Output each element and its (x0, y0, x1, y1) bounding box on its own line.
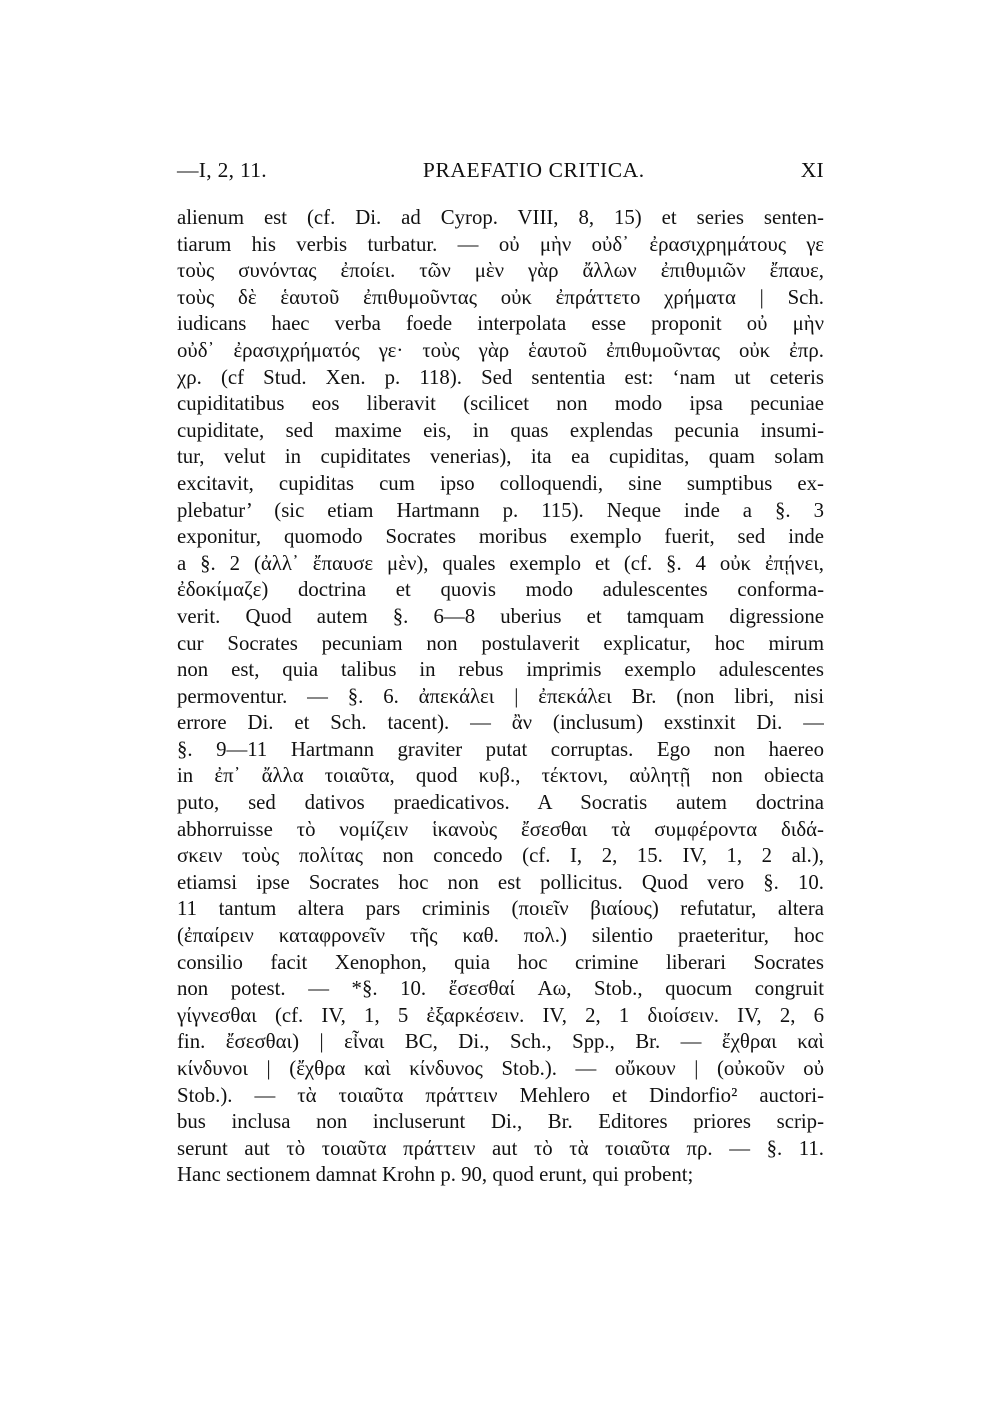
text-line: οὐδ᾽ ἐρασιχρήματός γε· τοὺς γὰρ ἑαυτοῦ ἐπιθυμοῦντας οὐκ ἐπρ. (177, 338, 824, 362)
text-line: (ἐπαίρειν καταφρονεῖν τῆς καθ. πολ.) silentio praeteritur, hoc (177, 924, 824, 948)
text-line: a §. 2 (ἀλλ᾽ ἔπαυσε μὲν), quales exemplo et (cf. §. 4 οὐκ ἐπῄνει, (177, 551, 824, 575)
text-line: alienum est (cf. Di. ad Cyrop. VIII, 8, 15) et series senten- (177, 206, 824, 229)
text-line: excitavit, cupiditas cum ipso colloquendi, sine sumptibus ex- (177, 471, 824, 495)
text-line: τοὺς συνόντας ἐποίει. τῶν μὲν γὰρ ἄλλων ἐπιθυμιῶν ἔπαυε, (177, 259, 824, 283)
text-line: etiamsi ipse Socrates hoc non est pollicitus. Quod vero §. 10. (177, 870, 824, 894)
text-line: σκειν τοὺς πολίτας non concedo (cf. I, 2, 15. IV, 1, 2 al.), (177, 844, 824, 868)
running-head (177, 158, 824, 183)
text-line: bus inclusa non incluserunt Di., Br. Editores priores scrip- (177, 1110, 824, 1134)
text-line: abhorruisse τὸ νομίζειν ἱκανοὺς ἔσεσθαι τὰ συμφέροντα διδά- (177, 817, 824, 841)
text-line: tiarum his verbis turbatur. — οὐ μὴν οὐδ᾽ ἐρασιχρημάτους γε (177, 232, 824, 256)
page-number: XI (800, 158, 824, 182)
text-line: cupiditatibus eos liberavit (scilicet non modo ipsa pecuniae (177, 392, 824, 416)
text-line: tur, velut in cupiditates venerias), ita ea cupiditas, quam solam (177, 445, 824, 469)
text-line: κίνδυνοι | (ἔχθρα καὶ κίνδυνος Stob.). — οὔκουν | (οὐκοῦν οὐ (177, 1057, 824, 1080)
running-title: PRAEFATIO CRITICA. (422, 158, 645, 182)
text-line: fin. ἔσεσθαι) | εἶναι BC, Di., Sch., Spp., Br. — ἔχθραι καὶ (177, 1030, 824, 1054)
text-line: permoventur. — §. 6. ἀπεκάλει | ἐπεκάλει Br. (non libri, nisi (177, 684, 824, 708)
text-line: ἐδοκίμαζε) doctrina et quovis modo adulescentes conforma- (177, 578, 824, 602)
text-line: γίγνεσθαι (cf. IV, 1, 5 ἐξαρκέσειν. IV, 2, 1 διοίσειν. IV, 2, 6 (177, 1003, 824, 1027)
text-line: consilio facit Xenophon, quia hoc crimine liberari Socrates (177, 950, 824, 974)
text-line: non est, quia talibus in rebus imprimis exemplo adulescentes (177, 658, 824, 682)
text-line: exponitur, quomodo Socrates moribus exemplo fuerit, sed inde (177, 525, 824, 549)
text-line: verit. Quod autem §. 6—8 uberius et tamquam digressione (177, 604, 824, 628)
text-line: non potest. — *§. 10. ἔσεσθαί Aω, Stob., quocum congruit (177, 977, 824, 1001)
text-line: puto, sed dativos praedicativos. A Socratis autem doctrina (177, 791, 824, 815)
text-line: serunt aut τὸ τοιαῦτα πράττειν aut τὸ τὰ τοιαῦτα πρ. — §. 11. (177, 1136, 824, 1160)
text-line: in ἐπ᾽ ἄλλα τοιαῦτα, quod κυβ., τέκτονι, αὐλητῇ non obiecta (177, 764, 824, 788)
text-line: τοὺς δὲ ἑαυτοῦ ἐπιθυμοῦντας οὐκ ἐπράττετο χρήματα | Sch. (177, 285, 824, 309)
text-line: Hanc sectionem damnat Krohn p. 90, quod erunt, qui probent; (177, 1163, 694, 1187)
section-reference: —I, 2, 11. (177, 158, 267, 182)
text-line: iudicans haec verba foede interpolata esse proponit οὐ μὴν (177, 312, 824, 336)
text-line: errore Di. et Sch. tacent). — ἂν (inclusum) exstinxit Di. — (177, 711, 824, 735)
text-line: 11 tantum altera pars criminis (ποιεῖν βιαίους) refutatur, altera (177, 897, 824, 921)
text-line: Stob.). — τὰ τοιαῦτα πράττειν Mehlero et Dindorfio² auctori- (177, 1083, 824, 1107)
text-line: plebatur’ (sic etiam Hartmann p. 115). Neque inde a §. 3 (177, 498, 824, 522)
text-line: §. 9—11 Hartmann graviter putat corruptas. Ego non haereo (177, 737, 824, 761)
body-text (177, 205, 824, 1189)
text-line: cur Socrates pecuniam non postulaverit explicatur, hoc mirum (177, 631, 824, 655)
text-line: χρ. (cf Stud. Xen. p. 118). Sed sententia est: ‘nam ut ceteris (177, 365, 824, 389)
text-line: cupiditate, sed maxime eis, in quas explendas pecunia insumi- (177, 418, 824, 442)
